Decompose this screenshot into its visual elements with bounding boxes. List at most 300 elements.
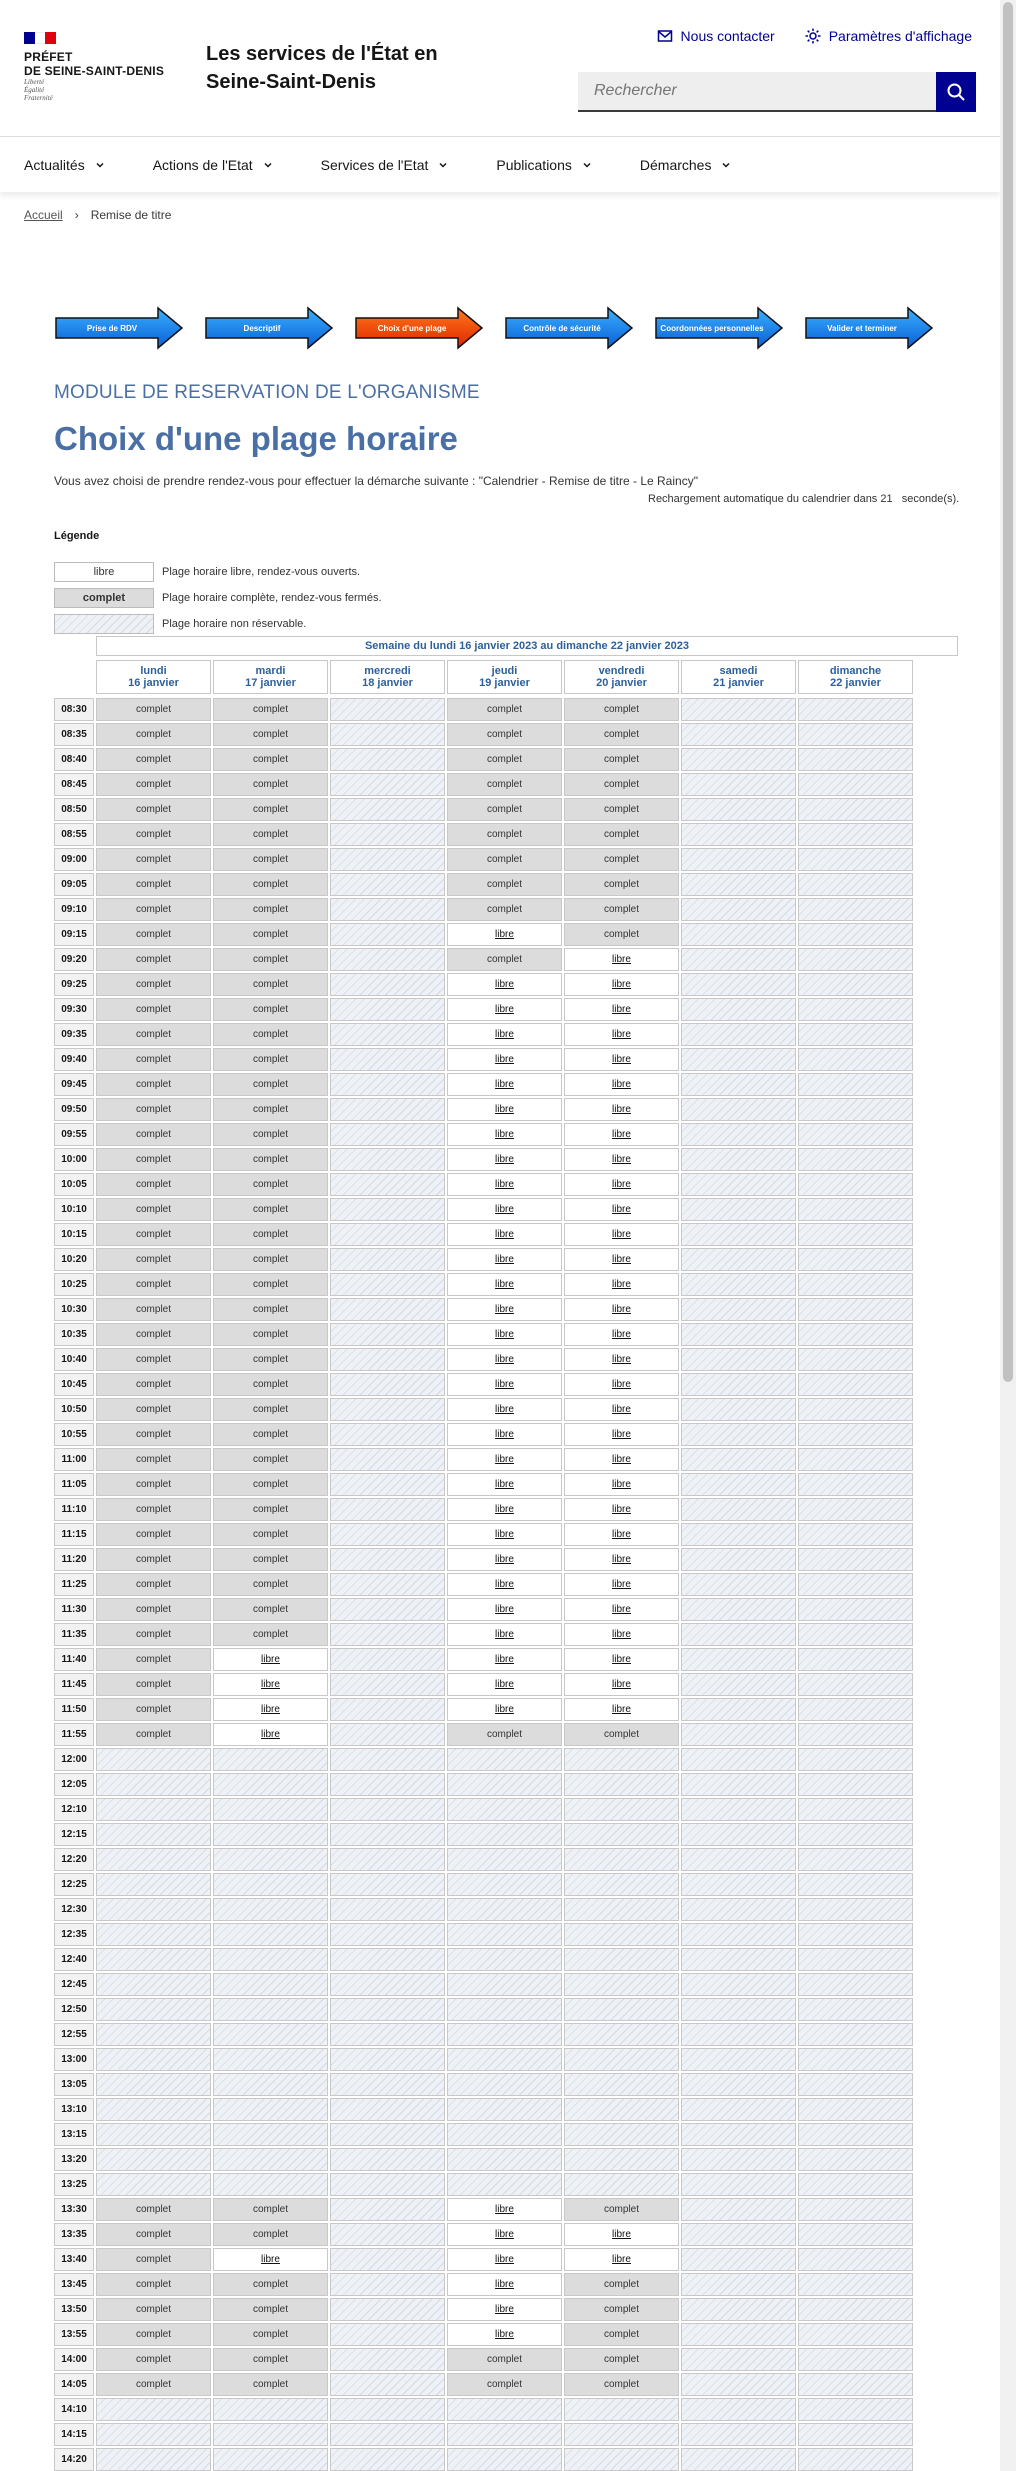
slot-complet: complet — [213, 1298, 328, 1321]
slot-unavailable — [564, 2423, 679, 2446]
day-header — [447, 660, 562, 694]
legend-na-desc: Plage horaire non réservable. — [162, 618, 307, 630]
slot-unavailable — [213, 2098, 328, 2121]
slot-libre-link[interactable]: libre — [564, 1623, 679, 1646]
slot-complet: complet — [447, 848, 562, 871]
slot-libre-link[interactable]: libre — [447, 1523, 562, 1546]
breadcrumb-home-link[interactable]: Accueil — [24, 208, 63, 222]
slot-unavailable — [330, 1323, 445, 1346]
time-label: 10:55 — [54, 1423, 94, 1446]
nav-item-label: Démarches — [639, 156, 712, 173]
slot-complet: complet — [564, 748, 679, 771]
slot-libre-link[interactable]: libre — [564, 1123, 679, 1146]
slot-libre-link[interactable]: libre — [447, 1198, 562, 1221]
scrollbar[interactable] — [1000, 0, 1016, 2471]
slot-unavailable — [564, 2123, 679, 2146]
slot-complet: complet — [213, 973, 328, 996]
slot-unavailable — [681, 1373, 796, 1396]
slot-unavailable — [681, 1998, 796, 2021]
slot-unavailable — [798, 923, 913, 946]
slot-libre-link[interactable]: libre — [447, 1648, 562, 1671]
slot-libre-link[interactable]: libre — [447, 1673, 562, 1696]
slot-unavailable — [330, 2298, 445, 2321]
slot-unavailable — [96, 2148, 211, 2171]
slot-complet: complet — [96, 898, 211, 921]
slot-libre-link[interactable]: libre — [564, 1348, 679, 1371]
slot-libre-link[interactable]: libre — [564, 998, 679, 1021]
slot-libre-link[interactable]: libre — [447, 1548, 562, 1571]
slot-libre-link[interactable]: libre — [564, 1398, 679, 1421]
time-label: 13:40 — [54, 2248, 94, 2271]
step-arrow — [804, 306, 934, 350]
day-name: mardi — [255, 665, 286, 677]
slot-libre-link[interactable]: libre — [564, 1173, 679, 1196]
slot-complet: complet — [96, 1698, 211, 1721]
slot-libre-link[interactable]: libre — [564, 948, 679, 971]
slot-unavailable — [798, 2048, 913, 2071]
time-label: 09:20 — [54, 948, 94, 971]
slot-complet: complet — [213, 1448, 328, 1471]
slot-unavailable — [798, 2198, 913, 2221]
slot-libre-link[interactable]: libre — [213, 2248, 328, 2271]
slot-unavailable — [447, 2423, 562, 2446]
step-arrow — [204, 306, 334, 350]
slot-unavailable — [96, 2398, 211, 2421]
slot-unavailable — [330, 1623, 445, 1646]
slot-libre-link[interactable]: libre — [447, 1298, 562, 1321]
slot-unavailable — [681, 1923, 796, 1946]
slot-unavailable — [330, 1648, 445, 1671]
slot-unavailable — [96, 1823, 211, 1846]
time-label: 12:00 — [54, 1748, 94, 1771]
day-date: 21 janvier — [713, 677, 764, 689]
slot-complet: complet — [564, 848, 679, 871]
slot-unavailable — [330, 2073, 445, 2096]
slot-complet: complet — [564, 798, 679, 821]
slot-unavailable — [798, 1698, 913, 1721]
nav-item[interactable] — [640, 137, 732, 192]
slot-unavailable — [681, 1698, 796, 1721]
slot-unavailable — [564, 2073, 679, 2096]
time-label: 12:30 — [54, 1898, 94, 1921]
slot-complet: complet — [213, 798, 328, 821]
slot-libre-link[interactable]: libre — [447, 2273, 562, 2296]
slot-complet: complet — [564, 2323, 679, 2346]
slot-libre-link[interactable]: libre — [564, 1298, 679, 1321]
time-label: 08:35 — [54, 723, 94, 746]
slot-unavailable — [798, 1323, 913, 1346]
time-label: 10:40 — [54, 1348, 94, 1371]
slot-unavailable — [681, 1048, 796, 1071]
slot-complet: complet — [96, 1548, 211, 1571]
slot-unavailable — [330, 1573, 445, 1596]
slot-unavailable — [213, 1948, 328, 1971]
slot-complet: complet — [96, 1123, 211, 1146]
slot-complet: complet — [447, 1723, 562, 1746]
slot-unavailable — [681, 1748, 796, 1771]
day-name: dimanche — [829, 665, 882, 677]
slot-complet: complet — [213, 2348, 328, 2371]
slot-unavailable — [213, 2423, 328, 2446]
slot-complet: complet — [564, 773, 679, 796]
slot-unavailable — [447, 1873, 562, 1896]
slot-unavailable — [564, 2398, 679, 2421]
slot-libre-link[interactable]: libre — [564, 973, 679, 996]
slot-libre-link[interactable]: libre — [447, 1573, 562, 1596]
scrollbar-thumb[interactable] — [1003, 2, 1013, 1382]
slot-unavailable — [330, 2148, 445, 2171]
slot-unavailable — [798, 1648, 913, 1671]
step-label: Prise de RDV — [86, 323, 138, 333]
legend-complet-desc: Plage horaire complète, rendez-vous fermés. — [162, 592, 382, 604]
slot-libre-link[interactable]: libre — [447, 1048, 562, 1071]
slot-libre-link[interactable]: libre — [564, 1048, 679, 1071]
slot-complet: complet — [213, 1148, 328, 1171]
slot-libre-link[interactable]: libre — [564, 1523, 679, 1546]
slot-libre-link[interactable]: libre — [447, 1373, 562, 1396]
slot-libre-link[interactable]: libre — [564, 1323, 679, 1346]
slot-complet: complet — [564, 2273, 679, 2296]
slot-libre-link[interactable]: libre — [564, 1373, 679, 1396]
slot-unavailable — [798, 2023, 913, 2046]
time-label: 13:35 — [54, 2223, 94, 2246]
slot-libre-link[interactable]: libre — [447, 2248, 562, 2271]
slot-libre-link[interactable]: libre — [447, 1498, 562, 1521]
day-name: lundi — [140, 665, 167, 677]
slot-complet: complet — [96, 848, 211, 871]
slot-complet: complet — [213, 2273, 328, 2296]
slot-complet: complet — [96, 1173, 211, 1196]
slot-libre-link[interactable]: libre — [447, 1598, 562, 1621]
search-button[interactable] — [936, 72, 976, 112]
site-title[interactable]: Les services de l'État en Seine-Saint-Denis — [206, 43, 438, 93]
slot-libre-link[interactable]: libre — [564, 1448, 679, 1471]
slot-libre-link[interactable]: libre — [447, 1173, 562, 1196]
slot-libre-link[interactable]: libre — [564, 1273, 679, 1296]
slot-unavailable — [96, 1998, 211, 2021]
slot-unavailable — [330, 1048, 445, 1071]
time-label: 10:25 — [54, 1273, 94, 1296]
time-label: 11:40 — [54, 1648, 94, 1671]
slot-libre-link[interactable]: libre — [447, 2298, 562, 2321]
slot-unavailable — [330, 1423, 445, 1446]
slot-libre-link[interactable]: libre — [447, 1023, 562, 1046]
slot-libre-link[interactable]: libre — [447, 1623, 562, 1646]
slot-unavailable — [330, 1923, 445, 1946]
slot-libre-link[interactable]: libre — [447, 1273, 562, 1296]
day-name: jeudi — [491, 665, 518, 677]
slot-complet: complet — [213, 773, 328, 796]
slot-unavailable — [330, 1248, 445, 1271]
time-label: 10:35 — [54, 1323, 94, 1346]
slot-complet: complet — [564, 2298, 679, 2321]
time-label: 08:50 — [54, 798, 94, 821]
slot-unavailable — [681, 1648, 796, 1671]
slot-complet: complet — [96, 1298, 211, 1321]
slot-unavailable — [213, 2173, 328, 2196]
time-label: 10:05 — [54, 1173, 94, 1196]
slot-unavailable — [798, 1098, 913, 1121]
time-label: 13:05 — [54, 2073, 94, 2096]
search-input[interactable] — [578, 72, 936, 112]
slot-libre-link[interactable]: libre — [564, 1098, 679, 1121]
day-header — [798, 660, 913, 694]
slot-complet: complet — [564, 873, 679, 896]
slot-complet: complet — [447, 873, 562, 896]
slot-unavailable — [330, 1873, 445, 1896]
day-date: 20 janvier — [596, 677, 647, 689]
time-label: 13:20 — [54, 2148, 94, 2171]
contact-link[interactable] — [657, 28, 775, 44]
slot-libre-link[interactable]: libre — [447, 1423, 562, 1446]
slot-unavailable — [213, 1923, 328, 1946]
slot-unavailable — [681, 2098, 796, 2121]
slot-complet: complet — [96, 1248, 211, 1271]
slot-unavailable — [681, 2373, 796, 2396]
slot-unavailable — [798, 1048, 913, 1071]
slot-unavailable — [330, 1498, 445, 1521]
slot-unavailable — [96, 1773, 211, 1796]
slot-unavailable — [96, 2023, 211, 2046]
slot-libre-link[interactable]: libre — [447, 1698, 562, 1721]
legend-libre-desc: Plage horaire libre, rendez-vous ouverts. — [162, 566, 361, 578]
time-label: 13:10 — [54, 2098, 94, 2121]
slot-unavailable — [330, 2048, 445, 2071]
nav-item[interactable] — [24, 137, 105, 192]
slot-unavailable — [798, 1673, 913, 1696]
nav-item-label: Actualités — [24, 156, 85, 173]
slot-libre-link[interactable]: libre — [564, 1598, 679, 1621]
slot-unavailable — [798, 973, 913, 996]
slot-libre-link[interactable]: libre — [447, 1148, 562, 1171]
time-label: 14:10 — [54, 2398, 94, 2421]
slot-libre-link[interactable]: libre — [447, 998, 562, 1021]
slot-libre-link[interactable]: libre — [447, 1248, 562, 1271]
slot-complet: complet — [447, 748, 562, 771]
slot-libre-link[interactable]: libre — [447, 2323, 562, 2346]
step-arrow — [354, 306, 484, 350]
slot-unavailable — [681, 2398, 796, 2421]
slot-libre-link[interactable]: libre — [564, 1498, 679, 1521]
slot-unavailable — [330, 1023, 445, 1046]
time-label: 13:15 — [54, 2123, 94, 2146]
slot-complet: complet — [213, 873, 328, 896]
slot-libre-link[interactable]: libre — [564, 1198, 679, 1221]
progress-steps — [54, 306, 934, 350]
slot-unavailable — [330, 748, 445, 771]
slot-libre-link[interactable]: libre — [564, 1548, 679, 1571]
slot-libre-link[interactable]: libre — [447, 923, 562, 946]
slot-complet: complet — [213, 1548, 328, 1571]
slot-unavailable — [330, 773, 445, 796]
slot-unavailable — [681, 1423, 796, 1446]
slot-complet: complet — [96, 773, 211, 796]
slot-unavailable — [330, 2223, 445, 2246]
week-title: Semaine du lundi 16 janvier 2023 au dimanche 22 janvier 2023 — [96, 636, 958, 656]
time-label: 09:25 — [54, 973, 94, 996]
slot-libre-link[interactable]: libre — [447, 1098, 562, 1121]
time-label: 08:55 — [54, 823, 94, 846]
slot-unavailable — [798, 998, 913, 1021]
slot-unavailable — [330, 2173, 445, 2196]
slot-unavailable — [330, 1098, 445, 1121]
slot-unavailable — [798, 798, 913, 821]
day-date: 22 janvier — [830, 677, 881, 689]
slot-libre-link[interactable]: libre — [213, 1698, 328, 1721]
time-label: 11:15 — [54, 1523, 94, 1546]
slot-unavailable — [681, 973, 796, 996]
slot-libre-link[interactable]: libre — [213, 1673, 328, 1696]
slot-complet: complet — [213, 1398, 328, 1421]
slot-libre-link[interactable]: libre — [564, 1473, 679, 1496]
slot-unavailable — [213, 1773, 328, 1796]
slot-unavailable — [330, 1673, 445, 1696]
slot-unavailable — [798, 698, 913, 721]
slot-complet: complet — [213, 1623, 328, 1646]
slot-unavailable — [330, 1723, 445, 1746]
slot-libre-link[interactable]: libre — [564, 2223, 679, 2246]
slot-unavailable — [330, 2423, 445, 2446]
slot-complet: complet — [564, 2348, 679, 2371]
nav-item[interactable] — [153, 137, 273, 192]
slot-complet: complet — [96, 2273, 211, 2296]
slot-complet: complet — [213, 1123, 328, 1146]
slot-complet: complet — [96, 973, 211, 996]
time-label: 09:50 — [54, 1098, 94, 1121]
slot-libre-link[interactable]: libre — [447, 2223, 562, 2246]
slot-unavailable — [681, 1898, 796, 1921]
slot-libre-link[interactable]: libre — [447, 2198, 562, 2221]
slot-complet: complet — [213, 998, 328, 1021]
slot-complet: complet — [213, 2223, 328, 2246]
slot-unavailable — [798, 1348, 913, 1371]
slot-complet: complet — [447, 2348, 562, 2371]
slot-libre-link[interactable]: libre — [564, 1648, 679, 1671]
slot-complet: complet — [213, 1198, 328, 1221]
slot-complet: complet — [213, 898, 328, 921]
slot-libre-link[interactable]: libre — [564, 2248, 679, 2271]
slot-libre-link[interactable]: libre — [564, 1223, 679, 1246]
nav-item-label: Publications — [496, 156, 572, 173]
slot-unavailable — [564, 2173, 679, 2196]
slot-unavailable — [798, 2348, 913, 2371]
slot-unavailable — [681, 1548, 796, 1571]
slot-unavailable — [798, 1023, 913, 1046]
slot-unavailable — [564, 1773, 679, 1796]
slot-unavailable — [330, 1748, 445, 1771]
time-label: 13:55 — [54, 2323, 94, 2346]
slot-unavailable — [798, 748, 913, 771]
slot-complet: complet — [213, 1523, 328, 1546]
slot-unavailable — [681, 948, 796, 971]
slot-complet: complet — [96, 1523, 211, 1546]
slot-unavailable — [213, 2023, 328, 2046]
slot-complet: complet — [96, 2248, 211, 2271]
slot-unavailable — [330, 1948, 445, 1971]
slot-unavailable — [798, 1973, 913, 1996]
slot-unavailable — [213, 1973, 328, 1996]
slot-unavailable — [330, 2098, 445, 2121]
time-label: 14:00 — [54, 2348, 94, 2371]
slot-unavailable — [681, 1773, 796, 1796]
nav-item[interactable] — [496, 137, 592, 192]
slot-libre-link[interactable]: libre — [447, 1398, 562, 1421]
slot-unavailable — [330, 1598, 445, 1621]
nav-item-label: Actions de l'Etat — [152, 156, 253, 173]
slot-complet: complet — [96, 2373, 211, 2396]
slot-libre-link[interactable]: libre — [447, 1073, 562, 1096]
intro-text: Vous avez choisi de prendre rendez-vous pour effectuer la démarche suivante : "Calendrier - Remise de titre - Le Raincy" — [54, 474, 698, 488]
slot-unavailable — [447, 1923, 562, 1946]
slot-unavailable — [330, 2273, 445, 2296]
slot-libre-link[interactable]: libre — [447, 1223, 562, 1246]
time-label: 09:30 — [54, 998, 94, 1021]
slot-complet: complet — [96, 1573, 211, 1596]
slot-unavailable — [681, 1823, 796, 1846]
slot-libre-link[interactable]: libre — [564, 1148, 679, 1171]
slot-libre-link[interactable]: libre — [447, 1323, 562, 1346]
day-header — [213, 660, 328, 694]
slot-libre-link[interactable]: libre — [564, 1673, 679, 1696]
slot-libre-link[interactable]: libre — [447, 973, 562, 996]
slot-unavailable — [96, 1848, 211, 1871]
time-label: 12:40 — [54, 1948, 94, 1971]
slot-libre-link[interactable]: libre — [564, 1698, 679, 1721]
slot-complet: complet — [96, 1473, 211, 1496]
slot-libre-link[interactable]: libre — [213, 1723, 328, 1746]
slot-unavailable — [447, 1748, 562, 1771]
slot-libre-link[interactable]: libre — [447, 1123, 562, 1146]
slot-libre-link[interactable]: libre — [564, 1248, 679, 1271]
slot-unavailable — [330, 2398, 445, 2421]
slot-unavailable — [798, 873, 913, 896]
slot-libre-link[interactable]: libre — [447, 1473, 562, 1496]
slot-unavailable — [681, 1573, 796, 1596]
slot-unavailable — [798, 1473, 913, 1496]
slot-unavailable — [330, 798, 445, 821]
slot-libre-link[interactable]: libre — [564, 1423, 679, 1446]
time-label: 11:25 — [54, 1573, 94, 1596]
slot-libre-link[interactable]: libre — [564, 1023, 679, 1046]
time-label: 10:45 — [54, 1373, 94, 1396]
nav-item[interactable] — [321, 137, 449, 192]
slot-libre-link[interactable]: libre — [213, 1648, 328, 1671]
slot-libre-link[interactable]: libre — [564, 1573, 679, 1596]
display-settings-link[interactable] — [805, 28, 972, 44]
slot-unavailable — [798, 2148, 913, 2171]
step-label: Valider et terminer — [827, 323, 897, 333]
slot-unavailable — [330, 1348, 445, 1371]
slot-unavailable — [681, 823, 796, 846]
slot-unavailable — [681, 1798, 796, 1821]
module-title: MODULE DE RESERVATION DE L'ORGANISME — [54, 382, 480, 403]
slot-unavailable — [96, 1798, 211, 1821]
slot-complet: complet — [96, 1448, 211, 1471]
slot-unavailable — [681, 923, 796, 946]
slot-unavailable — [681, 1073, 796, 1096]
time-label: 12:45 — [54, 1973, 94, 1996]
time-label: 11:00 — [54, 1448, 94, 1471]
slot-unavailable — [798, 1898, 913, 1921]
time-label: 09:05 — [54, 873, 94, 896]
slot-libre-link[interactable]: libre — [447, 1348, 562, 1371]
slot-libre-link[interactable]: libre — [447, 1448, 562, 1471]
slot-unavailable — [447, 1848, 562, 1871]
slot-complet: complet — [213, 1598, 328, 1621]
step-arrow — [504, 306, 634, 350]
slot-complet: complet — [96, 748, 211, 771]
slot-libre-link[interactable]: libre — [564, 1073, 679, 1096]
